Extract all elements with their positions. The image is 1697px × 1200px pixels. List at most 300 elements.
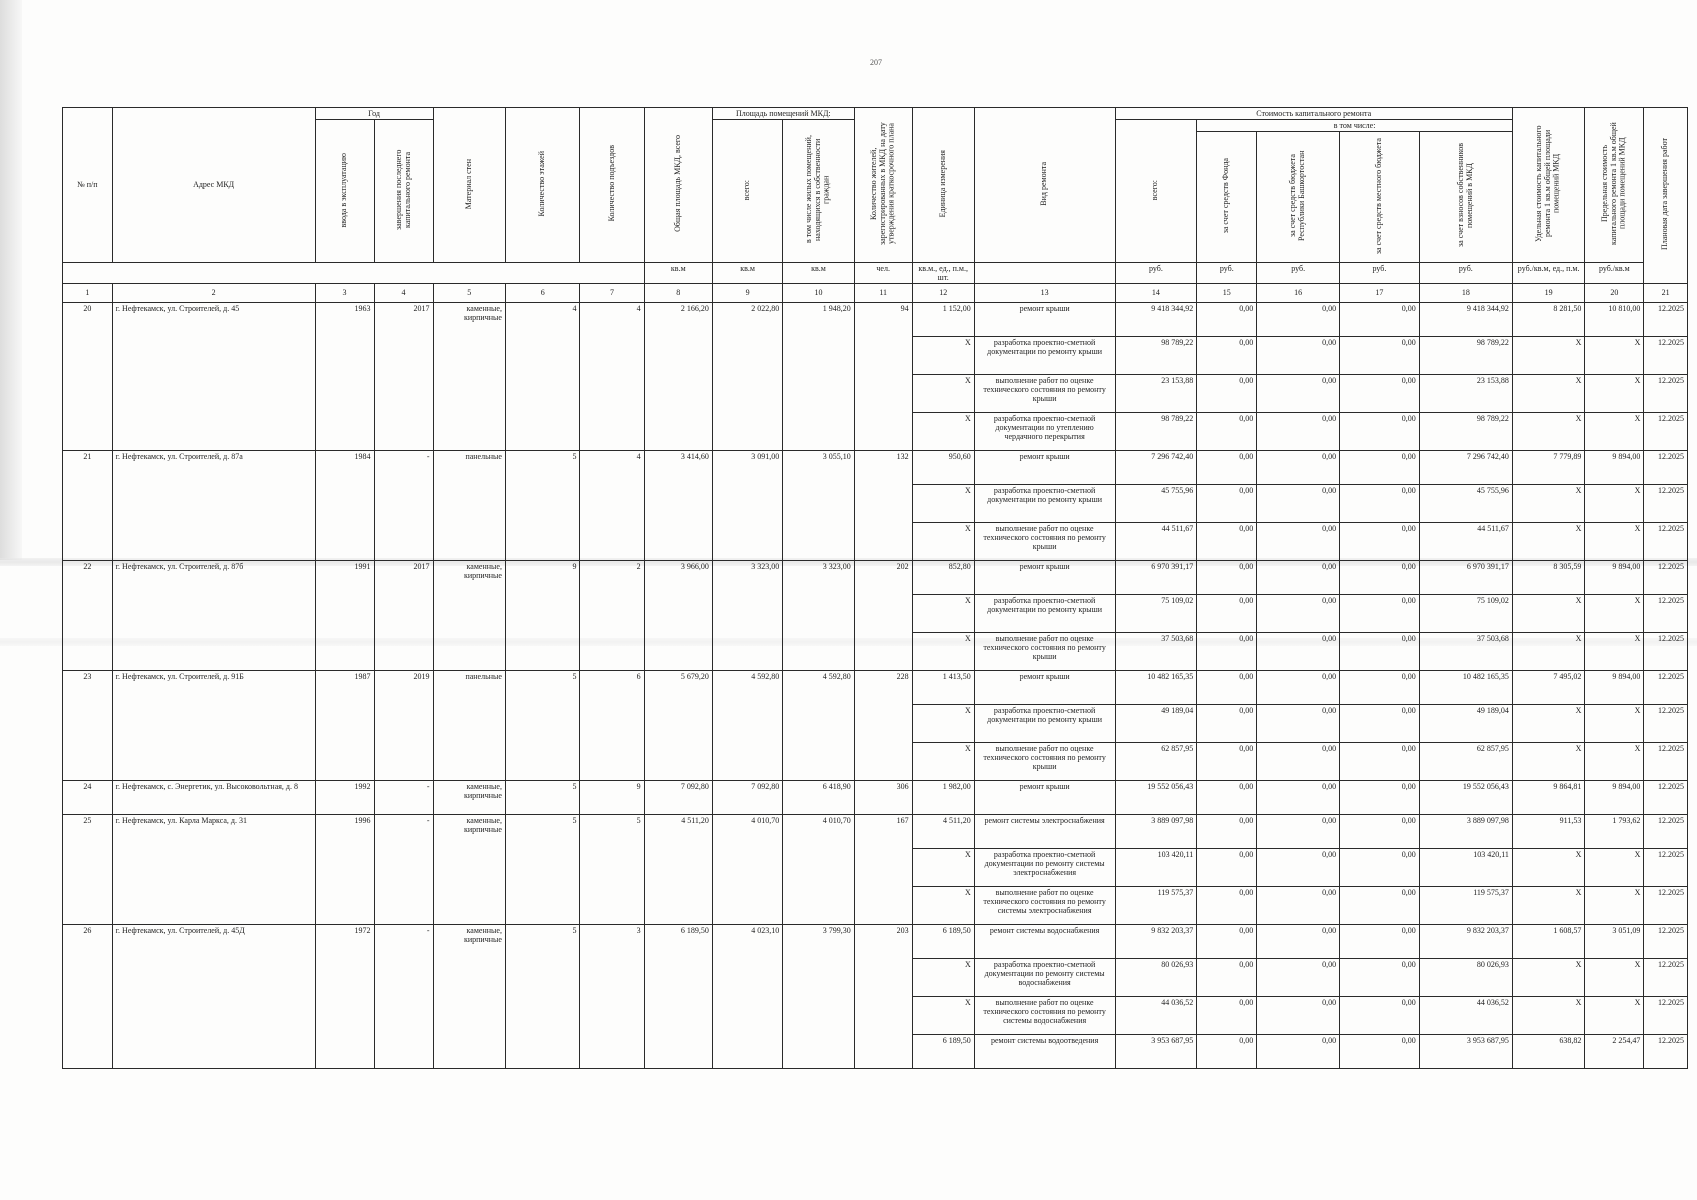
- header-cost-owners: за счет взносов собственников помещений в МКД: [1456, 143, 1474, 248]
- work-type-cell: выполнение работ по оценке технического состояния по ремонту крыши: [974, 742, 1115, 780]
- work-type-cell: ремонт крыши: [974, 302, 1115, 336]
- header-residents: Количество жителей, зарегистрированных в МКД на дату утверждения краткосрочного плана: [868, 122, 896, 246]
- premises-owned-cell: 1 948,20: [783, 302, 854, 450]
- max-cost-cell: X: [1585, 412, 1644, 450]
- max-cost-cell: X: [1585, 996, 1644, 1034]
- deadline-cell: 12.2025: [1644, 522, 1688, 560]
- quantity-cell: X: [912, 704, 974, 742]
- cost-fund-cell: 0,00: [1197, 1034, 1257, 1068]
- unit-cell: руб./кв.м, ед., п.м.: [1512, 262, 1584, 283]
- cost-total-cell: 23 153,88: [1115, 374, 1197, 412]
- column-number-cell: 14: [1115, 283, 1197, 302]
- quantity-cell: X: [912, 848, 974, 886]
- max-cost-cell: X: [1585, 374, 1644, 412]
- total-area-cell: 5 679,20: [644, 670, 712, 780]
- capital-repair-table: [62, 107, 1688, 1069]
- floors-cell: 5: [505, 670, 580, 780]
- floors-cell: 5: [505, 924, 580, 1068]
- quantity-cell: X: [912, 742, 974, 780]
- quantity-cell: 6 189,50: [912, 1034, 974, 1068]
- header-entrances: Количество подъездов: [606, 145, 616, 222]
- table-row: [63, 670, 1688, 704]
- year-repair-cell: -: [374, 814, 433, 924]
- cost-local-cell: 0,00: [1340, 996, 1420, 1034]
- cost-fund-cell: 0,00: [1197, 886, 1257, 924]
- year-commission-cell: 1987: [315, 670, 374, 780]
- unit-cost-cell: 8 305,59: [1512, 560, 1584, 594]
- wall-material-cell: каменные, кирпичные: [433, 814, 505, 924]
- unit-cell: руб.: [1340, 262, 1420, 283]
- deadline-cell: 12.2025: [1644, 560, 1688, 594]
- column-number-cell: 15: [1197, 283, 1257, 302]
- year-repair-cell: 2017: [374, 560, 433, 670]
- quantity-cell: 1 982,00: [912, 780, 974, 814]
- cost-republic-cell: 0,00: [1257, 996, 1340, 1034]
- unit-cost-cell: 638,82: [1512, 1034, 1584, 1068]
- header-work-type: Вид ремонта: [1039, 161, 1049, 206]
- premises-owned-cell: 3 323,00: [783, 560, 854, 670]
- unit-cell: руб./кв.м: [1585, 262, 1644, 283]
- max-cost-cell: X: [1585, 848, 1644, 886]
- unit-cost-cell: 8 281,50: [1512, 302, 1584, 336]
- cost-republic-cell: 0,00: [1257, 412, 1340, 450]
- premises-owned-cell: 3 055,10: [783, 450, 854, 560]
- cost-fund-cell: 0,00: [1197, 996, 1257, 1034]
- cost-total-cell: 98 789,22: [1115, 412, 1197, 450]
- unit-cell: руб.: [1257, 262, 1340, 283]
- cost-fund-cell: 0,00: [1197, 450, 1257, 484]
- column-number-cell: 3: [315, 283, 374, 302]
- deadline-cell: 12.2025: [1644, 484, 1688, 522]
- column-number-cell: 17: [1340, 283, 1420, 302]
- cost-owners-cell: 98 789,22: [1419, 412, 1512, 450]
- max-cost-cell: X: [1585, 742, 1644, 780]
- header-wall-material: Материал стен: [463, 158, 473, 209]
- year-commission-cell: 1984: [315, 450, 374, 560]
- header-year: Год: [315, 108, 433, 120]
- cost-fund-cell: 0,00: [1197, 924, 1257, 958]
- cost-local-cell: 0,00: [1340, 848, 1420, 886]
- unit-cost-cell: X: [1512, 886, 1584, 924]
- cost-republic-cell: 0,00: [1257, 522, 1340, 560]
- cost-fund-cell: 0,00: [1197, 780, 1257, 814]
- column-number-cell: 16: [1257, 283, 1340, 302]
- premises-total-cell: 4 023,10: [712, 924, 782, 1068]
- max-cost-cell: 9 894,00: [1585, 560, 1644, 594]
- column-number-cell: 19: [1512, 283, 1584, 302]
- cost-local-cell: 0,00: [1340, 924, 1420, 958]
- cost-fund-cell: 0,00: [1197, 958, 1257, 996]
- quantity-cell: X: [912, 336, 974, 374]
- unit-cell: кв.м: [783, 262, 854, 283]
- year-repair-cell: 2017: [374, 302, 433, 450]
- premises-owned-cell: 4 592,80: [783, 670, 854, 780]
- table-row: [63, 450, 1688, 484]
- column-number-cell: 1: [63, 283, 113, 302]
- total-area-cell: 4 511,20: [644, 814, 712, 924]
- unit-cell: кв.м: [644, 262, 712, 283]
- unit-cost-cell: X: [1512, 632, 1584, 670]
- cost-total-cell: 9 832 203,37: [1115, 924, 1197, 958]
- year-repair-cell: -: [374, 780, 433, 814]
- header-max-cost: Предельная стоимость капитального ремонта 1 кв.м общей площади помещений МКД: [1600, 122, 1627, 246]
- year-commission-cell: 1996: [315, 814, 374, 924]
- premises-owned-cell: 4 010,70: [783, 814, 854, 924]
- cost-owners-cell: 80 026,93: [1419, 958, 1512, 996]
- cost-local-cell: 0,00: [1340, 412, 1420, 450]
- scan-edge-shadow: [0, 0, 22, 560]
- quantity-cell: X: [912, 594, 974, 632]
- quantity-cell: 1 413,50: [912, 670, 974, 704]
- work-type-cell: выполнение работ по оценке технического состояния по ремонту крыши: [974, 522, 1115, 560]
- header-unit: Единица измерения: [937, 150, 947, 218]
- column-number-cell: 18: [1419, 283, 1512, 302]
- total-area-cell: 3 966,00: [644, 560, 712, 670]
- deadline-cell: 12.2025: [1644, 302, 1688, 336]
- max-cost-cell: 9 894,00: [1585, 450, 1644, 484]
- deadline-cell: 12.2025: [1644, 336, 1688, 374]
- work-type-cell: ремонт системы водоотведения: [974, 1034, 1115, 1068]
- cost-republic-cell: 0,00: [1257, 484, 1340, 522]
- unit-cost-cell: X: [1512, 996, 1584, 1034]
- header-cost-incl: в том числе:: [1197, 120, 1513, 132]
- unit-cost-cell: 7 779,89: [1512, 450, 1584, 484]
- quantity-cell: X: [912, 412, 974, 450]
- column-number-cell: 6: [505, 283, 580, 302]
- wall-material-cell: каменные, кирпичные: [433, 780, 505, 814]
- cost-total-cell: 10 482 165,35: [1115, 670, 1197, 704]
- deadline-cell: 12.2025: [1644, 924, 1688, 958]
- cost-total-cell: 103 420,11: [1115, 848, 1197, 886]
- cost-fund-cell: 0,00: [1197, 814, 1257, 848]
- units-row: [63, 262, 1688, 283]
- cost-local-cell: 0,00: [1340, 632, 1420, 670]
- cost-local-cell: 0,00: [1340, 886, 1420, 924]
- cost-fund-cell: 0,00: [1197, 632, 1257, 670]
- unit-cost-cell: X: [1512, 704, 1584, 742]
- unit-cost-cell: X: [1512, 412, 1584, 450]
- cost-total-cell: 3 889 097,98: [1115, 814, 1197, 848]
- work-type-cell: ремонт крыши: [974, 780, 1115, 814]
- table-row: [63, 814, 1688, 848]
- premises-total-cell: 3 091,00: [712, 450, 782, 560]
- entrances-cell: 4: [580, 302, 644, 450]
- wall-material-cell: панельные: [433, 450, 505, 560]
- cost-republic-cell: 0,00: [1257, 848, 1340, 886]
- cost-owners-cell: 37 503,68: [1419, 632, 1512, 670]
- residents-cell: 228: [854, 670, 912, 780]
- cost-fund-cell: 0,00: [1197, 484, 1257, 522]
- cost-local-cell: 0,00: [1340, 594, 1420, 632]
- max-cost-cell: X: [1585, 484, 1644, 522]
- address-cell: г. Нефтекамск, с. Энергетик, ул. Высоковольтная, д. 8: [112, 780, 315, 814]
- cost-republic-cell: 0,00: [1257, 336, 1340, 374]
- cost-fund-cell: 0,00: [1197, 302, 1257, 336]
- cost-owners-cell: 23 153,88: [1419, 374, 1512, 412]
- premises-owned-cell: 6 418,90: [783, 780, 854, 814]
- cost-republic-cell: 0,00: [1257, 594, 1340, 632]
- unit-cell: руб.: [1419, 262, 1512, 283]
- year-repair-cell: -: [374, 450, 433, 560]
- house-num-cell: 25: [63, 814, 113, 924]
- cost-republic-cell: 0,00: [1257, 632, 1340, 670]
- premises-total-cell: 3 323,00: [712, 560, 782, 670]
- premises-owned-cell: 3 799,30: [783, 924, 854, 1068]
- work-type-cell: выполнение работ по оценке технического состояния по ремонту системы водоснабжения: [974, 996, 1115, 1034]
- work-type-cell: ремонт крыши: [974, 670, 1115, 704]
- year-commission-cell: 1963: [315, 302, 374, 450]
- house-num-cell: 22: [63, 560, 113, 670]
- deadline-cell: 12.2025: [1644, 742, 1688, 780]
- total-area-cell: 6 189,50: [644, 924, 712, 1068]
- column-number-cell: 21: [1644, 283, 1688, 302]
- table-row: [63, 924, 1688, 958]
- residents-cell: 203: [854, 924, 912, 1068]
- cost-republic-cell: 0,00: [1257, 704, 1340, 742]
- work-type-cell: разработка проектно-сметной документации по ремонту системы электроснабжения: [974, 848, 1115, 886]
- premises-total-cell: 7 092,80: [712, 780, 782, 814]
- max-cost-cell: X: [1585, 886, 1644, 924]
- wall-material-cell: каменные, кирпичные: [433, 560, 505, 670]
- unit-cost-cell: 911,53: [1512, 814, 1584, 848]
- cost-total-cell: 62 857,95: [1115, 742, 1197, 780]
- unit-cost-cell: 9 864,81: [1512, 780, 1584, 814]
- deadline-cell: 12.2025: [1644, 594, 1688, 632]
- work-type-cell: ремонт системы водоснабжения: [974, 924, 1115, 958]
- deadline-cell: 12.2025: [1644, 958, 1688, 996]
- cost-republic-cell: 0,00: [1257, 780, 1340, 814]
- cost-owners-cell: 45 755,96: [1419, 484, 1512, 522]
- header-cost-republic: за счет средств бюджета Республики Башкортостан: [1288, 150, 1307, 242]
- quantity-cell: 6 189,50: [912, 924, 974, 958]
- quantity-cell: 950,60: [912, 450, 974, 484]
- year-commission-cell: 1992: [315, 780, 374, 814]
- residents-cell: 94: [854, 302, 912, 450]
- column-number-cell: 5: [433, 283, 505, 302]
- cost-republic-cell: 0,00: [1257, 1034, 1340, 1068]
- table-row: [63, 780, 1688, 814]
- header-cost: Стоимость капитального ремонта: [1115, 108, 1512, 120]
- unit-cost-cell: X: [1512, 742, 1584, 780]
- deadline-cell: 12.2025: [1644, 848, 1688, 886]
- max-cost-cell: 1 793,62: [1585, 814, 1644, 848]
- column-number-cell: 2: [112, 283, 315, 302]
- year-commission-cell: 1972: [315, 924, 374, 1068]
- header-num: № п/п: [63, 108, 113, 263]
- cost-fund-cell: 0,00: [1197, 848, 1257, 886]
- max-cost-cell: X: [1585, 522, 1644, 560]
- cost-total-cell: 9 418 344,92: [1115, 302, 1197, 336]
- max-cost-cell: X: [1585, 958, 1644, 996]
- work-type-cell: выполнение работ по оценке технического состояния по ремонту крыши: [974, 374, 1115, 412]
- deadline-cell: 12.2025: [1644, 450, 1688, 484]
- entrances-cell: 9: [580, 780, 644, 814]
- header-year-last-repair: завершения последнего капитального ремонта: [393, 149, 412, 230]
- cost-republic-cell: 0,00: [1257, 814, 1340, 848]
- header-premises-area: Площадь помещений МКД:: [712, 108, 854, 120]
- cost-fund-cell: 0,00: [1197, 670, 1257, 704]
- cost-total-cell: 49 189,04: [1115, 704, 1197, 742]
- wall-material-cell: каменные, кирпичные: [433, 924, 505, 1068]
- cost-republic-cell: 0,00: [1257, 560, 1340, 594]
- column-number-cell: 9: [712, 283, 782, 302]
- table-row: [63, 302, 1688, 336]
- column-number-cell: 13: [974, 283, 1115, 302]
- quantity-cell: 852,80: [912, 560, 974, 594]
- cost-total-cell: 3 953 687,95: [1115, 1034, 1197, 1068]
- unit-cell: руб.: [1115, 262, 1197, 283]
- work-type-cell: разработка проектно-сметной документации по ремонту крыши: [974, 594, 1115, 632]
- column-number-cell: 7: [580, 283, 644, 302]
- max-cost-cell: X: [1585, 336, 1644, 374]
- quantity-cell: X: [912, 632, 974, 670]
- work-type-cell: ремонт крыши: [974, 560, 1115, 594]
- cost-total-cell: 44 036,52: [1115, 996, 1197, 1034]
- cost-fund-cell: 0,00: [1197, 336, 1257, 374]
- column-number-cell: 20: [1585, 283, 1644, 302]
- max-cost-cell: 10 810,00: [1585, 302, 1644, 336]
- entrances-cell: 6: [580, 670, 644, 780]
- residents-cell: 132: [854, 450, 912, 560]
- quantity-cell: X: [912, 374, 974, 412]
- max-cost-cell: X: [1585, 632, 1644, 670]
- cost-local-cell: 0,00: [1340, 484, 1420, 522]
- cost-owners-cell: 62 857,95: [1419, 742, 1512, 780]
- unit-cost-cell: X: [1512, 484, 1584, 522]
- cost-local-cell: 0,00: [1340, 560, 1420, 594]
- column-number-cell: 8: [644, 283, 712, 302]
- cost-owners-cell: 119 575,37: [1419, 886, 1512, 924]
- cost-fund-cell: 0,00: [1197, 560, 1257, 594]
- unit-cost-cell: 1 608,57: [1512, 924, 1584, 958]
- cost-fund-cell: 0,00: [1197, 742, 1257, 780]
- header-premises-total: всего:: [742, 179, 752, 200]
- address-cell: г. Нефтекамск, ул. Строителей, д. 91Б: [112, 670, 315, 780]
- cost-republic-cell: 0,00: [1257, 450, 1340, 484]
- cost-total-cell: 119 575,37: [1115, 886, 1197, 924]
- work-type-cell: выполнение работ по оценке технического состояния по ремонту системы электроснабжения: [974, 886, 1115, 924]
- house-num-cell: 26: [63, 924, 113, 1068]
- total-area-cell: 2 166,20: [644, 302, 712, 450]
- cost-owners-cell: 9 832 203,37: [1419, 924, 1512, 958]
- quantity-cell: 4 511,20: [912, 814, 974, 848]
- cost-local-cell: 0,00: [1340, 814, 1420, 848]
- unit-cost-cell: X: [1512, 958, 1584, 996]
- header-premises-owned: в том числе жилых помещений, находящихся в собственности граждан: [804, 135, 831, 244]
- floors-cell: 5: [505, 814, 580, 924]
- cost-owners-cell: 10 482 165,35: [1419, 670, 1512, 704]
- work-type-cell: разработка проектно-сметной документации по утеплению чердачного перекрытия: [974, 412, 1115, 450]
- work-type-cell: разработка проектно-сметной документации по ремонту крыши: [974, 704, 1115, 742]
- cost-republic-cell: 0,00: [1257, 886, 1340, 924]
- work-type-cell: выполнение работ по оценке технического состояния по ремонту крыши: [974, 632, 1115, 670]
- max-cost-cell: 9 894,00: [1585, 670, 1644, 704]
- unit-cell: кв.м: [712, 262, 782, 283]
- column-number-cell: 4: [374, 283, 433, 302]
- unit-cost-cell: 7 495,02: [1512, 670, 1584, 704]
- house-num-cell: 21: [63, 450, 113, 560]
- cost-republic-cell: 0,00: [1257, 958, 1340, 996]
- work-type-cell: разработка проектно-сметной документации по ремонту крыши: [974, 336, 1115, 374]
- unit-cell: руб.: [1197, 262, 1257, 283]
- work-type-cell: разработка проектно-сметной документации по ремонту системы водоснабжения: [974, 958, 1115, 996]
- cost-local-cell: 0,00: [1340, 742, 1420, 780]
- deadline-cell: 12.2025: [1644, 704, 1688, 742]
- cost-total-cell: 45 755,96: [1115, 484, 1197, 522]
- cost-local-cell: 0,00: [1340, 302, 1420, 336]
- cost-owners-cell: 6 970 391,17: [1419, 560, 1512, 594]
- year-repair-cell: -: [374, 924, 433, 1068]
- cost-owners-cell: 44 511,67: [1419, 522, 1512, 560]
- cost-total-cell: 6 970 391,17: [1115, 560, 1197, 594]
- cost-republic-cell: 0,00: [1257, 670, 1340, 704]
- residents-cell: 306: [854, 780, 912, 814]
- premises-total-cell: 4 592,80: [712, 670, 782, 780]
- total-area-cell: 3 414,60: [644, 450, 712, 560]
- quantity-cell: X: [912, 522, 974, 560]
- header-cost-fund: за счет средств Фонда: [1221, 158, 1231, 234]
- premises-total-cell: 2 022,80: [712, 302, 782, 450]
- floors-cell: 9: [505, 560, 580, 670]
- cost-republic-cell: 0,00: [1257, 924, 1340, 958]
- cost-local-cell: 0,00: [1340, 374, 1420, 412]
- header-total-area: Общая площадь МКД, всего: [672, 135, 682, 233]
- cost-republic-cell: 0,00: [1257, 302, 1340, 336]
- cost-owners-cell: 49 189,04: [1419, 704, 1512, 742]
- quantity-cell: X: [912, 484, 974, 522]
- work-type-cell: разработка проектно-сметной документации по ремонту крыши: [974, 484, 1115, 522]
- floors-cell: 5: [505, 450, 580, 560]
- cost-republic-cell: 0,00: [1257, 742, 1340, 780]
- work-type-cell: ремонт крыши: [974, 450, 1115, 484]
- cost-owners-cell: 44 036,52: [1419, 996, 1512, 1034]
- residents-cell: 202: [854, 560, 912, 670]
- entrances-cell: 3: [580, 924, 644, 1068]
- address-cell: г. Нефтекамск, ул. Строителей, д. 45: [112, 302, 315, 450]
- residents-cell: 167: [854, 814, 912, 924]
- house-num-cell: 20: [63, 302, 113, 450]
- entrances-cell: 4: [580, 450, 644, 560]
- page-number: 207: [870, 58, 882, 67]
- cost-total-cell: 44 511,67: [1115, 522, 1197, 560]
- max-cost-cell: 2 254,47: [1585, 1034, 1644, 1068]
- cost-local-cell: 0,00: [1340, 450, 1420, 484]
- cost-total-cell: 75 109,02: [1115, 594, 1197, 632]
- header-cost-total: всего:: [1150, 179, 1160, 200]
- entrances-cell: 5: [580, 814, 644, 924]
- cost-fund-cell: 0,00: [1197, 412, 1257, 450]
- cost-owners-cell: 98 789,22: [1419, 336, 1512, 374]
- year-repair-cell: 2019: [374, 670, 433, 780]
- deadline-cell: 12.2025: [1644, 670, 1688, 704]
- year-commission-cell: 1991: [315, 560, 374, 670]
- max-cost-cell: 9 894,00: [1585, 780, 1644, 814]
- table-row: [63, 560, 1688, 594]
- max-cost-cell: 3 051,09: [1585, 924, 1644, 958]
- header-floors: Количество этажей: [537, 150, 547, 217]
- cost-owners-cell: 3 953 687,95: [1419, 1034, 1512, 1068]
- header-unit-cost: Удельная стоимость капитального ремонта 1 кв.м общей площади помещений МКД: [1534, 125, 1562, 242]
- wall-material-cell: панельные: [433, 670, 505, 780]
- deadline-cell: 12.2025: [1644, 1034, 1688, 1068]
- header-address: Адрес МКД: [112, 108, 315, 263]
- cost-fund-cell: 0,00: [1197, 704, 1257, 742]
- deadline-cell: 12.2025: [1644, 814, 1688, 848]
- table-body: [63, 302, 1688, 1068]
- column-number-cell: 11: [854, 283, 912, 302]
- cost-local-cell: 0,00: [1340, 1034, 1420, 1068]
- cost-local-cell: 0,00: [1340, 958, 1420, 996]
